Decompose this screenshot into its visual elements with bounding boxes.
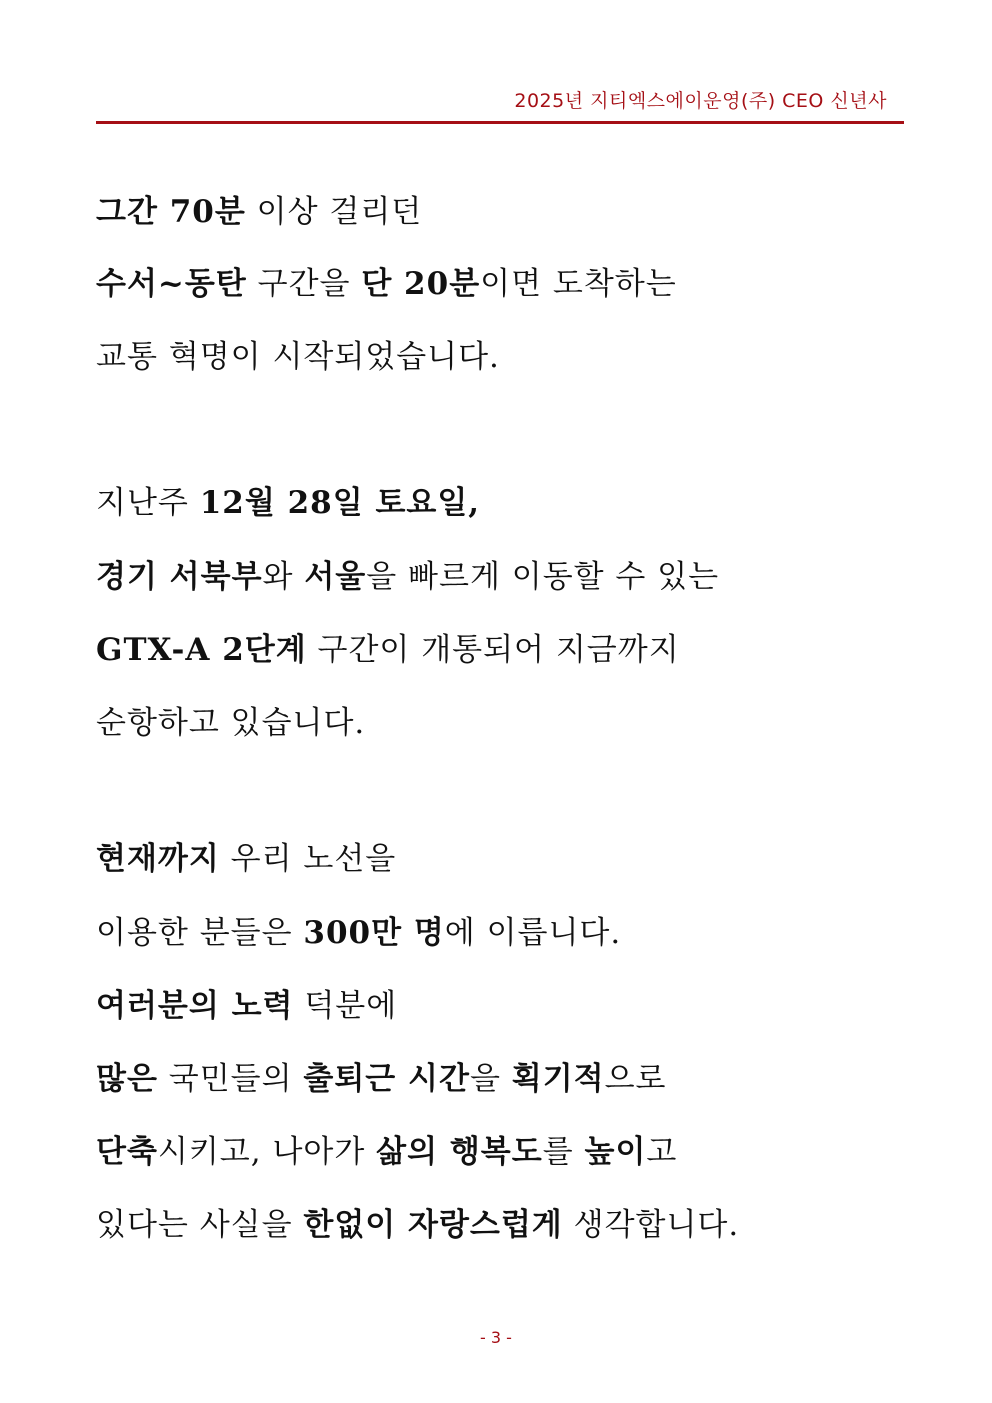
text: 이상 걸리던 <box>245 194 423 230</box>
bold-text: 많은 <box>96 1061 158 1097</box>
text: 시키고, 나아가 <box>157 1134 377 1170</box>
text-line <box>96 1053 667 1098</box>
bold-text: 단 20분 <box>361 266 481 302</box>
bold-text: 여러분의 노력 <box>96 988 294 1024</box>
bold-text: 획기적 <box>511 1061 605 1097</box>
bold-text: 수서~동탄 <box>96 266 247 302</box>
text: 구간이 개통되어 지금까지 <box>306 632 680 668</box>
bold-text: 한없이 자랑스럽게 <box>303 1207 563 1243</box>
text: 우리 노선을 <box>219 841 397 877</box>
text-line <box>96 697 365 742</box>
text: 이면 도착하는 <box>480 266 677 302</box>
bold-text: 12월 28일 토요일, <box>199 485 481 521</box>
bold-text: 경기 서북부 <box>96 559 263 595</box>
bold-text: 높이 <box>584 1134 647 1170</box>
text: 으로 <box>604 1061 667 1097</box>
bold-text: 그간 <box>96 194 170 230</box>
text: 고 <box>646 1134 678 1170</box>
text: 지난주 <box>96 485 200 521</box>
text-line <box>96 258 677 303</box>
running-header: 2025년 지티엑스에이운영(주) CEO 신년사 <box>514 90 887 112</box>
text: 을 빠르게 이동할 수 있는 <box>366 559 720 595</box>
text-line <box>96 331 500 376</box>
text: 이용한 분들은 <box>96 915 304 951</box>
text: 있다는 사실을 <box>96 1207 304 1243</box>
text: 을 <box>469 1061 512 1097</box>
bold-text: 현재까지 <box>96 841 220 877</box>
text: 국민들의 <box>157 1061 304 1097</box>
bold-text: GTX-A 2단계 <box>96 632 307 668</box>
bold-text: 서울 <box>304 559 367 595</box>
bold-text: 70분 <box>169 194 246 230</box>
text: 교통 혁명이 시작되었습니다. <box>96 339 500 375</box>
text-line <box>96 907 621 952</box>
text: 덕분에 <box>293 988 398 1024</box>
text-line <box>96 477 480 522</box>
text-line <box>96 980 397 1025</box>
page-number: - 3 - <box>480 1328 512 1347</box>
text-line <box>96 186 422 231</box>
header-rule <box>96 121 904 124</box>
bold-text: 단축 <box>96 1134 158 1170</box>
text-line <box>96 1126 677 1171</box>
text: 구간을 <box>246 266 362 302</box>
text-line <box>96 624 680 669</box>
text: 를 <box>542 1134 585 1170</box>
text: 생각합니다. <box>562 1207 740 1243</box>
text-line <box>96 551 719 596</box>
bold-text: 삶의 행복도 <box>376 1134 543 1170</box>
text-line <box>96 833 396 878</box>
text: 에 이릅니다. <box>444 915 622 951</box>
text: 순항하고 있습니다. <box>96 705 366 741</box>
bold-text: 300만 명 <box>303 915 445 951</box>
text: 와 <box>262 559 305 595</box>
bold-text: 출퇴근 시간 <box>303 1061 470 1097</box>
text-line <box>96 1199 739 1244</box>
